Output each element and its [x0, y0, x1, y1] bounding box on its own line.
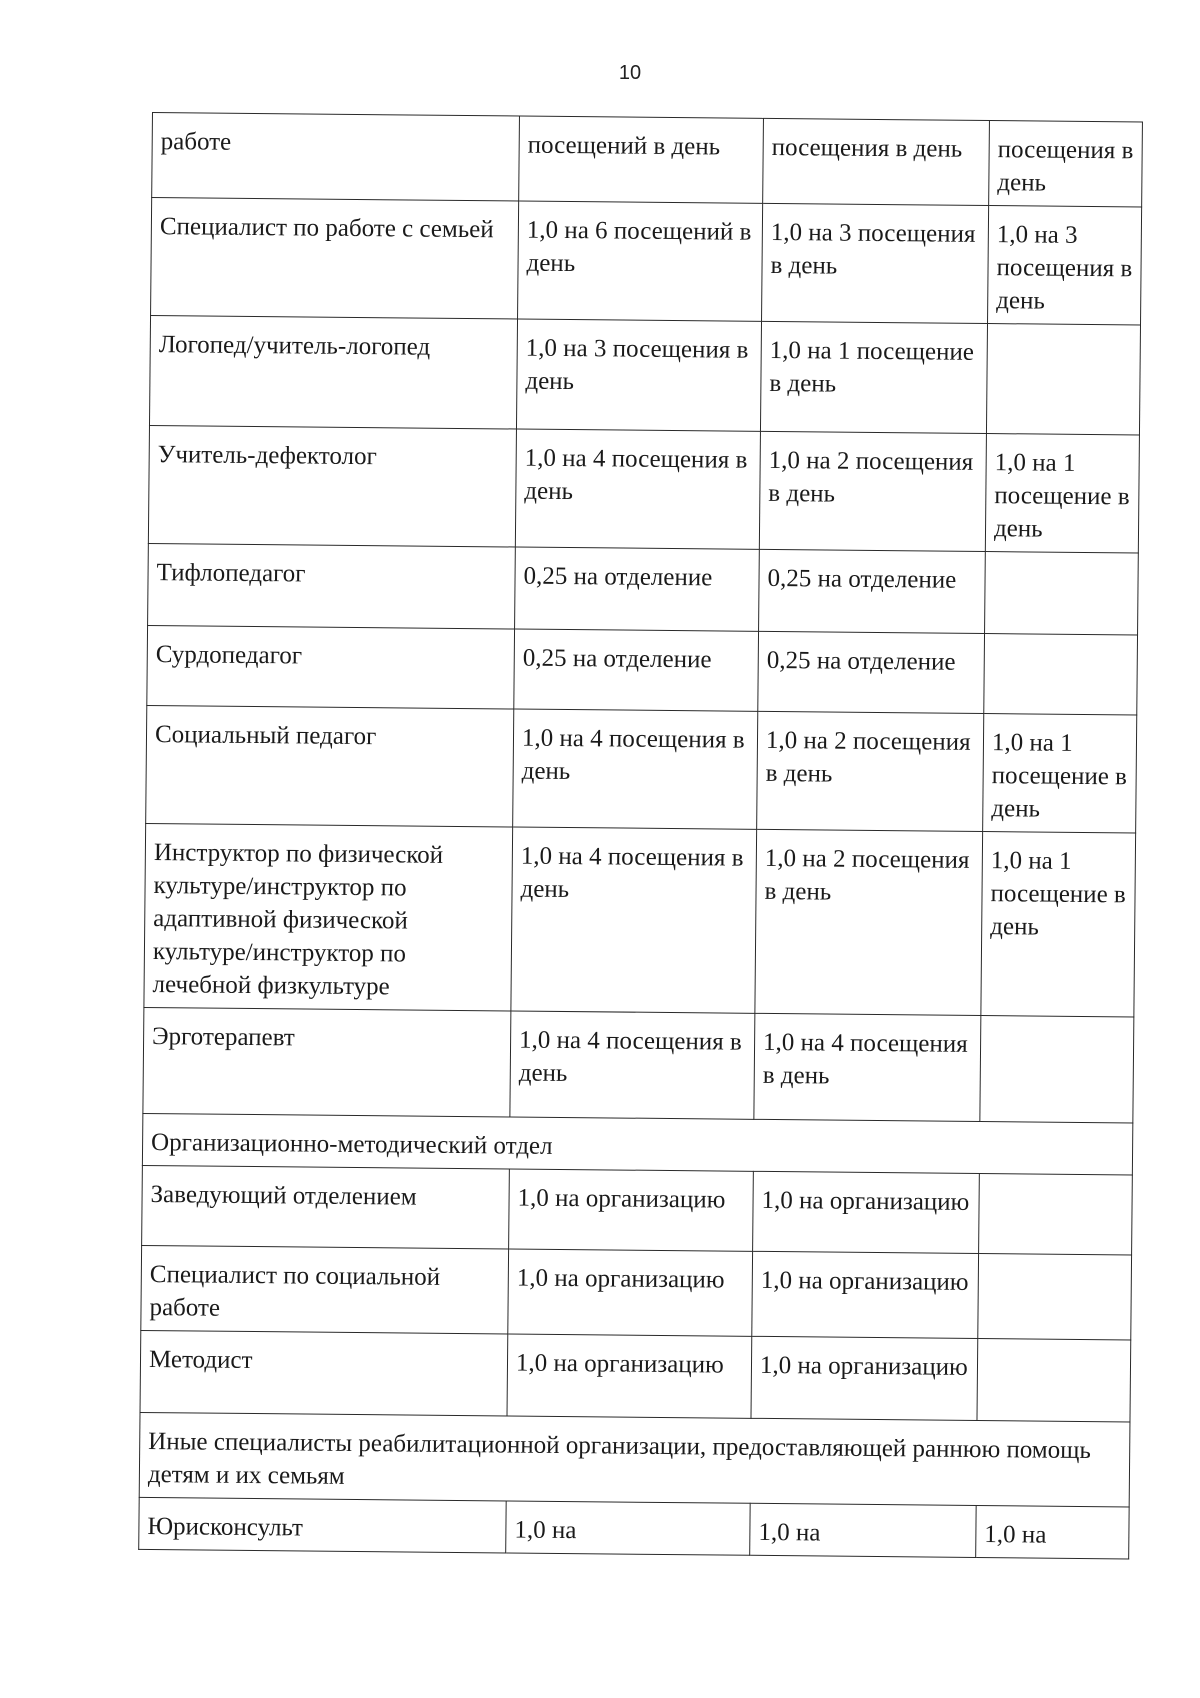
norm-cell-3 — [978, 1253, 1132, 1339]
norm-cell-3 — [980, 1015, 1134, 1122]
norm-cell-1: 1,0 на 3 посещения в день — [516, 319, 761, 431]
norm-cell-2: 1,0 на организацию — [753, 1171, 980, 1253]
norm-cell-1: 1,0 на организацию — [509, 1169, 754, 1251]
position-cell: Методист — [140, 1330, 508, 1416]
position-cell: работе — [152, 113, 520, 202]
norm-cell-2: 1,0 на 4 посещения в день — [754, 1013, 981, 1121]
norm-cell-2: 1,0 на 2 посещения в день — [757, 711, 984, 831]
position-cell: Учитель-дефектолог — [148, 425, 516, 547]
norm-cell-2: 1,0 на — [750, 1503, 976, 1557]
position-cell: Специалист по социальной работе — [141, 1245, 509, 1334]
table-row — [141, 1245, 1132, 1339]
norm-cell-2: 1,0 на 2 посещения в день — [755, 829, 983, 1015]
norm-cell-1: 1,0 на организацию — [508, 1249, 753, 1336]
table-row — [151, 198, 1142, 325]
norm-cell-2: 0,25 на отделение — [759, 549, 986, 633]
norm-cell-1: 1,0 на организацию — [507, 1334, 752, 1418]
position-cell: Тифлопедагог — [148, 543, 516, 629]
section-header-cell: Иные специалисты реабилитационной организации, предоставляющей раннюю помощь детям и их семьям — [139, 1412, 1130, 1506]
norm-cell-1: 1,0 на — [506, 1501, 750, 1555]
position-cell: Инструктор по физической культуре/инструктор по адаптивной физической культуре/инструктор по лечебной физкультуре — [144, 823, 513, 1011]
table-row — [147, 625, 1138, 714]
norm-cell-1: посещений в день — [519, 116, 764, 203]
table-row — [149, 315, 1140, 434]
table-row — [148, 543, 1139, 634]
norm-cell-2: 1,0 на 3 посещения в день — [762, 203, 989, 323]
position-cell: Социальный педагог — [146, 705, 514, 827]
staffing-table — [138, 112, 1143, 1559]
norm-cell-3: 1,0 на 1 посещение в день — [985, 434, 1139, 553]
norm-cell-3: 1,0 на 1 посещение в день — [983, 714, 1137, 833]
norm-cell-2: 1,0 на организацию — [752, 1251, 979, 1338]
table-row — [148, 425, 1139, 552]
norm-cell-1: 1,0 на 4 посещения в день — [511, 827, 757, 1013]
position-cell: Логопед/учитель-логопед — [149, 315, 517, 429]
table-row — [142, 1165, 1133, 1254]
section-header-cell: Организационно-методический отдел — [142, 1113, 1132, 1175]
table-row — [140, 1330, 1131, 1421]
norm-cell-1: 1,0 на 4 посещения в день — [513, 709, 758, 829]
page-number: 10 — [618, 62, 642, 84]
position-cell: Эрготерапевт — [143, 1007, 511, 1117]
staffing-table-body — [139, 113, 1143, 1559]
norm-cell-3: посещения в день — [989, 121, 1143, 207]
norm-cell-3 — [986, 324, 1140, 435]
norm-cell-3 — [979, 1173, 1133, 1254]
norm-cell-1: 1,0 на 6 посещений в день — [518, 201, 763, 321]
norm-cell-2: 1,0 на 1 посещение в день — [760, 321, 987, 433]
norm-cell-3: 1,0 на 3 посещения в день — [988, 206, 1142, 325]
norm-cell-1: 0,25 на отделение — [515, 547, 760, 631]
section-header-row — [142, 1113, 1132, 1175]
norm-cell-3 — [984, 634, 1138, 715]
position-cell: Специалист по работе с семьей — [151, 198, 519, 320]
position-cell: Сурдопедагог — [147, 625, 515, 709]
table-row — [143, 1007, 1134, 1122]
norm-cell-2: 1,0 на 2 посещения в день — [759, 431, 986, 551]
norm-cell-3 — [977, 1338, 1131, 1421]
section-header-row — [139, 1412, 1130, 1506]
table-row — [144, 823, 1136, 1016]
norm-cell-2: посещения в день — [763, 118, 990, 205]
norm-cell-3 — [985, 552, 1139, 635]
norm-cell-1: 1,0 на 4 посещения в день — [510, 1011, 755, 1119]
norm-cell-2: 0,25 на отделение — [758, 631, 985, 713]
norm-cell-3: 1,0 на 1 посещение в день — [981, 832, 1136, 1017]
table-row — [139, 1497, 1129, 1559]
table-row — [152, 113, 1143, 207]
norm-cell-2: 1,0 на организацию — [751, 1336, 978, 1420]
position-cell: Юрисконсульт — [139, 1497, 506, 1553]
position-cell: Заведующий отделением — [142, 1165, 510, 1249]
norm-cell-3: 1,0 на — [976, 1505, 1129, 1558]
table-row — [146, 705, 1137, 832]
norm-cell-1: 1,0 на 4 посещения в день — [515, 429, 760, 549]
norm-cell-1: 0,25 на отделение — [514, 629, 759, 711]
